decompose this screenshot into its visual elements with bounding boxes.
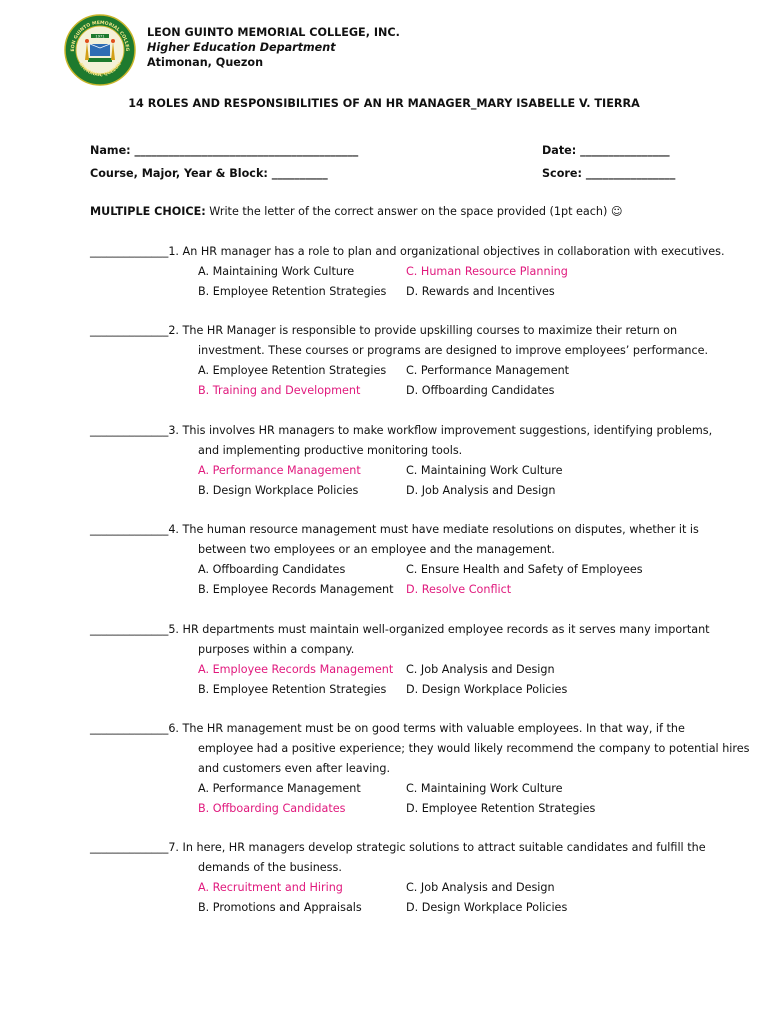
answer-option: A. Employee Retention Strategies xyxy=(198,364,387,377)
question-line-text: 3. This involves HR managers to make workflow improvement suggestions, identifying problems, xyxy=(168,424,713,437)
correct-answer-option: B. Training and Development xyxy=(198,384,361,397)
question-text-continued xyxy=(90,540,750,560)
question-item xyxy=(90,719,750,819)
question-text xyxy=(90,520,750,540)
question-line-text: investment. These courses or programs are designed to improve employees’ performance. xyxy=(198,344,709,357)
options-row xyxy=(90,461,750,481)
answer-option: C. Maintaining Work Culture xyxy=(406,782,563,795)
question-item xyxy=(90,242,750,302)
question-line-text: 5. HR departments must maintain well-organized employee records as it serves many important xyxy=(168,623,710,636)
answer-option: D. Rewards and Incentives xyxy=(406,285,555,298)
question-line-text: 1. An HR manager has a role to plan and organizational objectives in collaboration with executives. xyxy=(168,245,725,258)
document-title: 14 ROLES AND RESPONSIBILITIES OF AN HR MANAGER_MARY ISABELLE V. TIERRA xyxy=(128,97,640,110)
question-line-text: and customers even after leaving. xyxy=(198,762,391,775)
options-row xyxy=(90,262,750,282)
answer-option: D. Job Analysis and Design xyxy=(406,484,556,497)
school-header xyxy=(147,25,400,70)
answer-option: B. Employee Retention Strategies xyxy=(198,285,387,298)
logo-year: 1971 xyxy=(95,34,105,39)
answer-option: A. Maintaining Work Culture xyxy=(198,265,355,278)
college-seal-logo xyxy=(64,14,136,86)
answer-option: B. Promotions and Appraisals xyxy=(198,901,362,914)
options-row xyxy=(90,282,750,302)
question-text-continued xyxy=(90,441,750,461)
question-item xyxy=(90,620,750,700)
question-item xyxy=(90,321,750,401)
question-line-text: 4. The human resource management must have mediate resolutions on disputes, whether it is xyxy=(168,523,699,536)
options-row xyxy=(90,361,750,381)
answer-blank[interactable]: ______________ xyxy=(90,245,169,258)
question-text xyxy=(90,719,750,739)
score-field: Score: ________________ xyxy=(542,167,676,180)
options-row xyxy=(90,799,750,819)
correct-answer-option: A. Performance Management xyxy=(198,464,361,477)
question-item xyxy=(90,838,750,918)
options-row xyxy=(90,580,750,600)
question-line-text: 2. The HR Manager is responsible to provide upskilling courses to maximize their return on xyxy=(168,324,678,337)
question-text-continued xyxy=(90,341,750,361)
question-line-text: employee had a positive experience; they would likely recommend the company to potential hires xyxy=(198,742,750,755)
question-text-continued xyxy=(90,739,750,759)
course-field: Course, Major, Year & Block: __________ xyxy=(90,167,328,180)
answer-blank[interactable]: ______________ xyxy=(90,523,169,536)
question-text xyxy=(90,242,750,262)
school-location: Atimonan, Quezon xyxy=(147,56,264,69)
question-text-continued xyxy=(90,640,750,660)
correct-answer-option: C. Human Resource Planning xyxy=(406,265,568,278)
question-line-text: 6. The HR management must be on good terms with valuable employees. In that way, if the xyxy=(168,722,685,735)
answer-option: C. Job Analysis and Design xyxy=(406,881,555,894)
answer-option: D. Design Workplace Policies xyxy=(406,683,568,696)
date-field: Date: ________________ xyxy=(542,144,670,157)
instructions-text: Write the letter of the correct answer on the space provided (1pt each) ☺ xyxy=(205,205,623,218)
question-line-text: purposes within a company. xyxy=(198,643,355,656)
question-text-continued xyxy=(90,858,750,878)
correct-answer-option: B. Offboarding Candidates xyxy=(198,802,346,815)
college-name: LEON GUINTO MEMORIAL COLLEGE, INC. xyxy=(147,26,400,39)
answer-blank[interactable]: ______________ xyxy=(90,424,169,437)
options-row xyxy=(90,878,750,898)
instructions-label: MULTIPLE CHOICE: xyxy=(90,205,206,218)
answer-option: D. Employee Retention Strategies xyxy=(406,802,596,815)
correct-answer-option: A. Employee Records Management xyxy=(198,663,394,676)
logo-text-bottom: ATIMONAN, QUEZON xyxy=(77,62,123,79)
answer-option: D. Offboarding Candidates xyxy=(406,384,555,397)
question-line-text: 7. In here, HR managers develop strategic solutions to attract suitable candidates and fulfill the xyxy=(168,841,706,854)
correct-answer-option: A. Recruitment and Hiring xyxy=(198,881,343,894)
options-row xyxy=(90,898,750,918)
question-text xyxy=(90,421,750,441)
answer-blank[interactable]: ______________ xyxy=(90,722,169,735)
answer-option: A. Offboarding Candidates xyxy=(198,563,346,576)
answer-option: A. Performance Management xyxy=(198,782,361,795)
answer-blank[interactable]: ______________ xyxy=(90,841,169,854)
options-row xyxy=(90,560,750,580)
question-line-text: demands of the business. xyxy=(198,861,342,874)
options-row xyxy=(90,779,750,799)
question-line-text: between two employees or an employee and the management. xyxy=(198,543,555,556)
question-text-continued xyxy=(90,759,750,779)
instructions xyxy=(90,205,623,218)
answer-option: C. Performance Management xyxy=(406,364,570,377)
answer-option: C. Ensure Health and Safety of Employees xyxy=(406,563,643,576)
answer-option: C. Maintaining Work Culture xyxy=(406,464,563,477)
correct-answer-option: D. Resolve Conflict xyxy=(406,583,512,596)
answer-option: C. Job Analysis and Design xyxy=(406,663,555,676)
question-item xyxy=(90,520,750,600)
name-field: Name: ________________________________________ xyxy=(90,144,359,157)
answer-blank[interactable]: ______________ xyxy=(90,324,169,337)
answer-option: B. Employee Records Management xyxy=(198,583,394,596)
options-row xyxy=(90,481,750,501)
options-row xyxy=(90,381,750,401)
logo-text-top: EON GUINTO MEMORIAL COLLEG xyxy=(70,20,130,52)
answer-blank[interactable]: ______________ xyxy=(90,623,169,636)
question-text xyxy=(90,620,750,640)
question-text xyxy=(90,838,750,858)
question-text xyxy=(90,321,750,341)
options-row xyxy=(90,660,750,680)
answer-option: D. Design Workplace Policies xyxy=(406,901,568,914)
question-item xyxy=(90,421,750,501)
answer-option: B. Employee Retention Strategies xyxy=(198,683,387,696)
question-line-text: and implementing productive monitoring tools. xyxy=(198,444,463,457)
answer-option: B. Design Workplace Policies xyxy=(198,484,359,497)
department-name: Higher Education Department xyxy=(147,41,336,54)
options-row xyxy=(90,680,750,700)
